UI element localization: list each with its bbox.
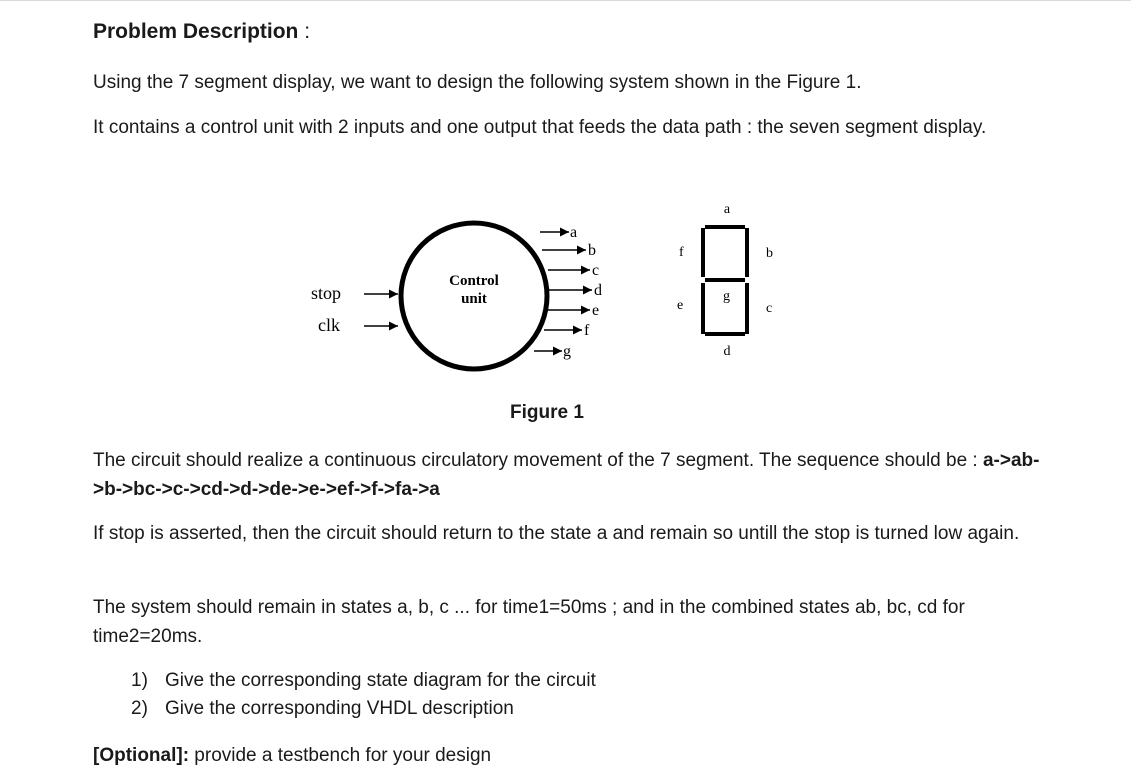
segment-f-label: f — [679, 245, 684, 260]
task-text: Give the corresponding VHDL description — [165, 698, 514, 719]
segment-b-label: b — [766, 246, 773, 261]
task-text: Give the corresponding state diagram for the circuit — [165, 670, 596, 691]
page-title: Problem Description : — [93, 20, 311, 43]
segment-b — [745, 228, 749, 277]
circuit-paragraph — [93, 446, 1053, 504]
segment-e — [701, 283, 705, 334]
segment-f — [701, 228, 705, 277]
segment-c — [745, 283, 749, 334]
optional-line — [93, 741, 491, 770]
segment-c-label: c — [766, 301, 773, 316]
segment-a — [705, 225, 745, 229]
segment-d — [705, 332, 745, 336]
timing-paragraph: The system should remain in states a, b, c ... for time1=50ms ; and in the combined states ab, bc, cd for time2=20ms. — [93, 597, 965, 647]
output-a-label: a — [570, 224, 578, 241]
stop-paragraph: If stop is asserted, then the circuit should return to the state a and remain so untill the stop is turned low again. — [93, 523, 1020, 544]
segment-d-label: d — [723, 344, 731, 359]
optional-text: provide a testbench for your design — [189, 745, 492, 766]
input-clk-label: clk — [318, 315, 340, 335]
output-e-label: e — [592, 302, 600, 319]
task-number: 1) — [131, 670, 148, 691]
task-item — [131, 667, 596, 695]
output-g-label: g — [563, 343, 571, 360]
state-sequence: a->ab->b->bc->c->cd->d->de->e->ef->f->fa->a — [93, 450, 1040, 500]
task-item — [131, 695, 596, 723]
segment-g-label: g — [723, 289, 730, 304]
optional-label: [Optional]: — [93, 745, 190, 766]
intro-paragraph: Using the 7 segment display, we want to design the following system shown in the Figure 1. — [93, 72, 862, 93]
output-d-label: d — [594, 282, 602, 299]
task-number: 2) — [131, 698, 148, 719]
task-list — [131, 667, 596, 723]
control-label-line2: unit — [461, 291, 487, 307]
output-c-label: c — [592, 262, 600, 279]
control-label-line1: Control — [449, 273, 499, 289]
segment-e-label: e — [677, 298, 684, 313]
output-b-label: b — [588, 242, 596, 259]
segment-a-label: a — [723, 202, 731, 217]
output-f-label: f — [584, 322, 590, 339]
figure-caption: Figure 1 — [510, 402, 584, 423]
circuit-text: The circuit should realize a continuous circulatory movement of the 7 segment. The sequence should be : — [93, 450, 983, 471]
input-stop-label: stop — [311, 283, 342, 303]
contains-paragraph: It contains a control unit with 2 inputs and one output that feeds the data path : the seven segment display. — [93, 117, 987, 138]
segment-g — [705, 278, 745, 282]
